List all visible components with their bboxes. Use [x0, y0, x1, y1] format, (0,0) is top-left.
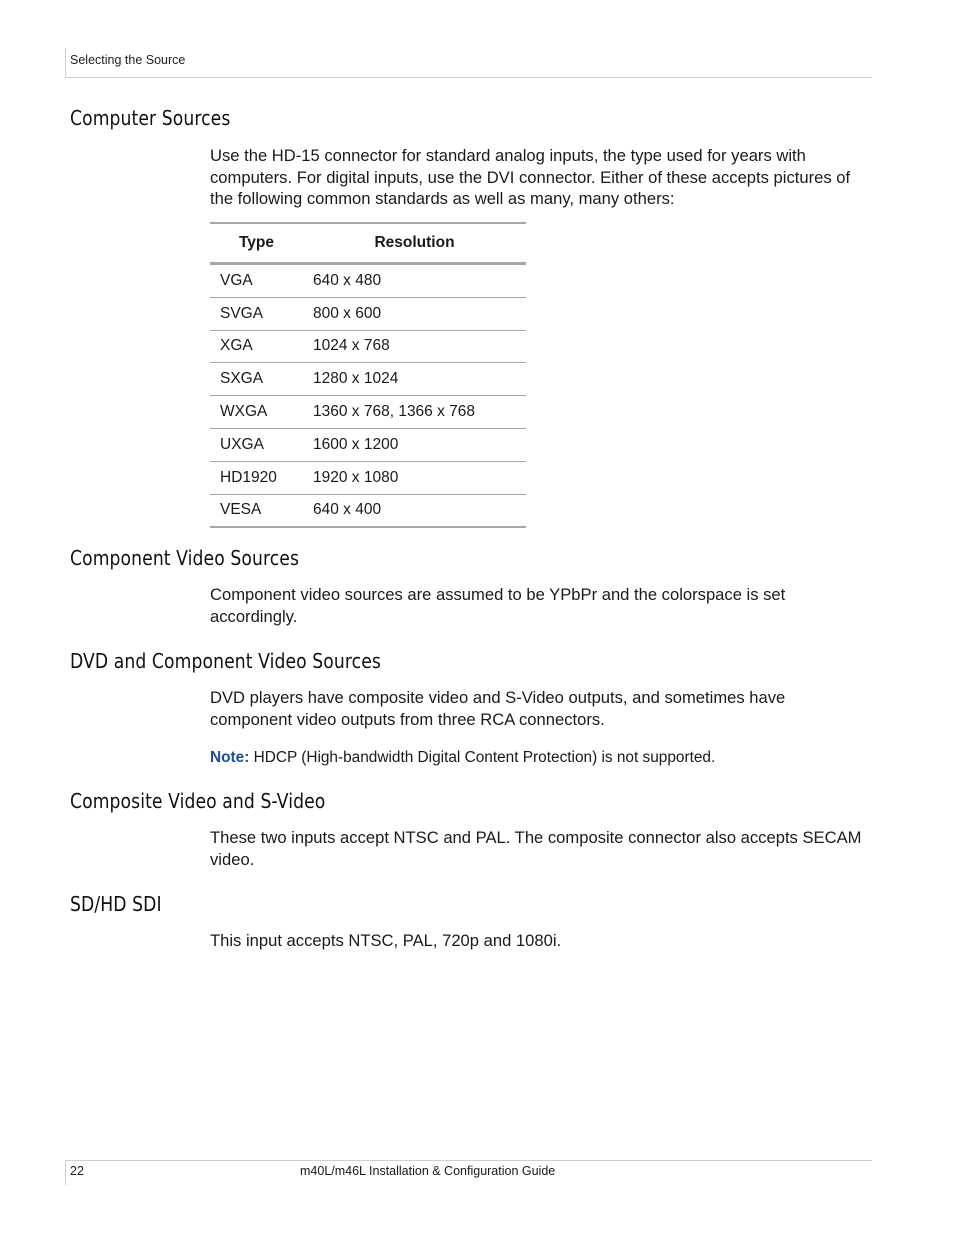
heading-computer-sources: Computer Sources: [70, 106, 231, 130]
table-row: [210, 428, 526, 461]
note-hdcp: [210, 747, 870, 769]
cell-resolution: 640 x 400: [303, 494, 526, 527]
running-footer: [65, 1160, 872, 1185]
resolution-table: [210, 222, 526, 528]
table-row: [210, 461, 526, 494]
heading-dvd-component-video-sources: DVD and Component Video Sources: [70, 649, 381, 673]
heading-sd-hd-sdi: SD/HD SDI: [70, 892, 162, 916]
para-component-video-sources: Component video sources are assumed to be YPbPr and the colorspace is set accordingly.: [210, 585, 786, 626]
cell-type: SXGA: [210, 363, 303, 396]
note-text: HDCP (High-bandwidth Digital Content Protection) is not supported.: [249, 749, 716, 766]
table-row: [210, 494, 526, 527]
cell-resolution: 800 x 600: [303, 297, 526, 330]
para-composite-video-s-video: These two inputs accept NTSC and PAL. The composite connector also accepts SECAM video.: [210, 828, 862, 869]
para-computer-sources: Use the HD-15 connector for standard analog inputs, the type used for years with computers. For digital inputs, use the DVI connector. Either of these accepts pictures of the following common standards as well as many, many others:: [210, 146, 851, 209]
cell-resolution: 1280 x 1024: [303, 363, 526, 396]
col-header-resolution: Resolution: [303, 223, 526, 264]
cell-resolution: 1920 x 1080: [303, 461, 526, 494]
para-sd-hd-sdi: This input accepts NTSC, PAL, 720p and 1080i.: [210, 931, 562, 950]
table-row: [210, 330, 526, 363]
heading-component-video-sources: Component Video Sources: [70, 546, 300, 570]
table-row: [210, 363, 526, 396]
cell-resolution: 1600 x 1200: [303, 428, 526, 461]
cell-type: WXGA: [210, 396, 303, 429]
cell-resolution: 1360 x 768, 1366 x 768: [303, 396, 526, 429]
table-header-row: [210, 223, 526, 264]
cell-type: XGA: [210, 330, 303, 363]
col-header-type: Type: [210, 223, 303, 264]
table-row: [210, 396, 526, 429]
table-row: [210, 264, 526, 298]
cell-type: SVGA: [210, 297, 303, 330]
para-dvd-component-video-sources: DVD players have composite video and S-Video outputs, and sometimes have component video outputs from three RCA connectors.: [210, 688, 786, 729]
heading-composite-video-s-video: Composite Video and S-Video: [70, 789, 326, 813]
running-header: [65, 48, 872, 78]
cell-type: VESA: [210, 494, 303, 527]
guide-title: m40L/m46L Installation & Configuration Guide: [300, 1164, 556, 1178]
header-section-title: Selecting the Source: [70, 53, 186, 67]
cell-resolution: 1024 x 768: [303, 330, 526, 363]
cell-type: UXGA: [210, 428, 303, 461]
cell-type: VGA: [210, 264, 303, 298]
note-label: Note:: [210, 749, 250, 766]
table-row: [210, 297, 526, 330]
cell-resolution: 640 x 480: [303, 264, 526, 298]
cell-type: HD1920: [210, 461, 303, 494]
page-number: 22: [70, 1164, 84, 1178]
